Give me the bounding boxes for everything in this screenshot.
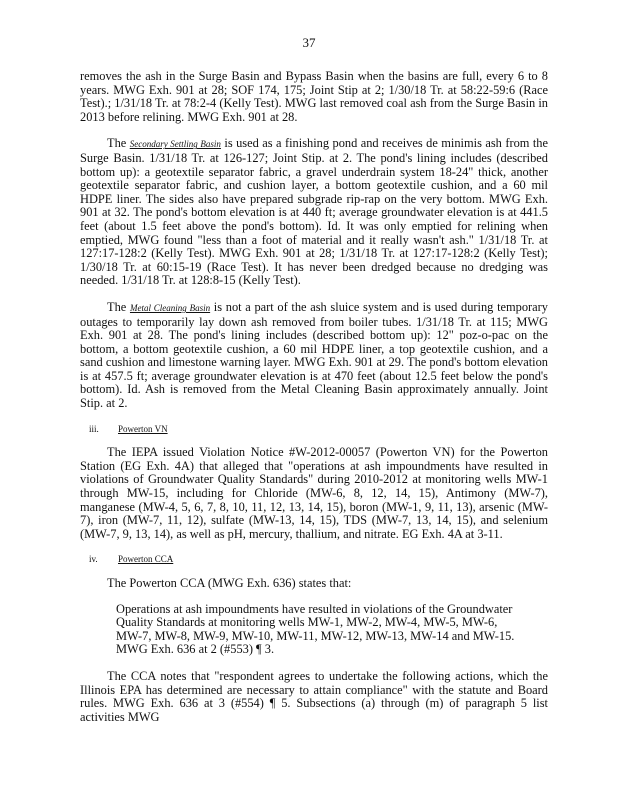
document-body xyxy=(80,70,548,724)
paragraph-surge-basin: removes the ash in the Surge Basin and Bypass Basin when the basins are full, every 6 to 8 years. MWG Exh. 901 at 28; SOF 174, 175; Joint Stip at 2; 1/30/18 Tr. at 58:22-59:6 (Race Test).; 1/31/18 Tr. at 78:2-4 (Kelly Test). MWG last removed coal ash from the Surge Basin in 2013 before relining. MWG Exh. 901 at 28. xyxy=(80,69,548,124)
section-heading-powerton-cca: iv. Powerton CCA xyxy=(89,554,174,565)
block-quote: Operations at ash impoundments have resulted in violations of the Groundwater Quality Standards at monitoring wells MW-1, MW-2, MW-4, MW-5, MW-6, MW-7, MW-8, MW-9, MW-10, MW-11, MW-12, MW-13, MW-14 and MW-15. MWG Exh. 636 at 2 (#553) ¶ 3. xyxy=(116,601,515,657)
metal-cleaning-basin-heading: Metal Cleaning Basin xyxy=(129,302,211,313)
paragraph-secondary-settling-basin: The Secondary Settling Basin is used as a finishing pond and receives de minimis ash from the Surge Basin. 1/31/18 Tr. at 126-127; Joint Stip. at 2. The pond's lining includes (described bottom up): a geotextile separator fabric, a gravel underdrain system 18-24" thick, another geotextile separator fabric, and cushion layer, a bottom geotextile cushion, and a 60 mil HDPE liner. The sides also have prepared subgrade rip-rap on the very bottom. MWG Exh. 901 at 32. The pond's bottom elevation is at 440 ft; average groundwater elevation is at 441.5 feet (about 1.5 feet above the pond's bottom). Id. It was only emptied for relining when emptied, MWG found "less than a foot of material and it really wasn't ash." 1/31/18 Tr. at 127:17-128:2 (Kelly Test). MWG Exh. 901 at 28; 1/31/18 Tr. at 127:17-128:2 (Kelly Test); 1/30/18 Tr. at 60:15-19 (Race Test). It has never been dredged because no dredging was needed. 1/31/18 Tr. at 128:8-15 (Kelly Test). xyxy=(80,136,548,288)
secondary-settling-basin-heading: Secondary Settling Basin xyxy=(129,139,221,150)
paragraph-metal-cleaning-basin: The Metal Cleaning Basin is not a part of the ash sluice system and is used during temporary outages to temporarily lay down ash removed from boiler tubes. 1/31/18 Tr. at 115; MWG Exh. 901 at 28. The pond's lining includes (described bottom up): 12" poz-o-pac on the bottom, a bottom geotextile cushion, a 60 mil HDPE liner, a top geotextile cushion, and a sand cushion and limestone warning layer. MWG Exh. 901 at 29. The pond's bottom elevation is at 457.5 ft; average groundwater elevation is at 470 feet (about 12.5 feet below the pond's bottom). Id. Ash is removed from the Metal Cleaning Basin approximately annually. Joint Stip. at 2. xyxy=(80,299,548,411)
paragraph-powerton-vn: The IEPA issued Violation Notice #W-2012-00057 (Powerton VN) for the Powerton Station (EG Exh. 4A) that alleged that "operations at ash impoundments have resulted in violations of Groundwater Quality Standards" during 2010-2012 at monitoring wells MW-1 through MW-15, including for Chloride (MW-6, 8, 12, 14, 15), Antimony (MW-7), manganese (MW-4, 5, 6, 7, 8, 10, 11, 12, 13, 14, 15), boron (MW-1, 9, 11, 13), arsenic (MW-7), iron (MW-7, 11, 12), sulfate (MW-13, 14, 15), TDS (MW-7, 13, 14, 15), and selenium (MW-7, 9, 13, 14), as well as pH, mercury, thallium, and nitrate. EG Exh. 4A at 3-11. xyxy=(80,445,548,541)
page-number: 37 xyxy=(302,35,316,50)
paragraph-powerton-cca-intro: The Powerton CCA (MWG Exh. 636) states that: xyxy=(107,576,352,590)
paragraph-cca-actions: The CCA notes that "respondent agrees to undertake the following actions, which the Illinois EPA has determined are necessary to attain compliance" with the statute and Board rules. MWG Exh. 636 at 3 (#554) ¶ 5. Subsections (a) through (m) of paragraph 5 list activities MWG xyxy=(80,668,548,724)
section-heading-powerton-vn: iii. Powerton VN xyxy=(89,423,168,434)
